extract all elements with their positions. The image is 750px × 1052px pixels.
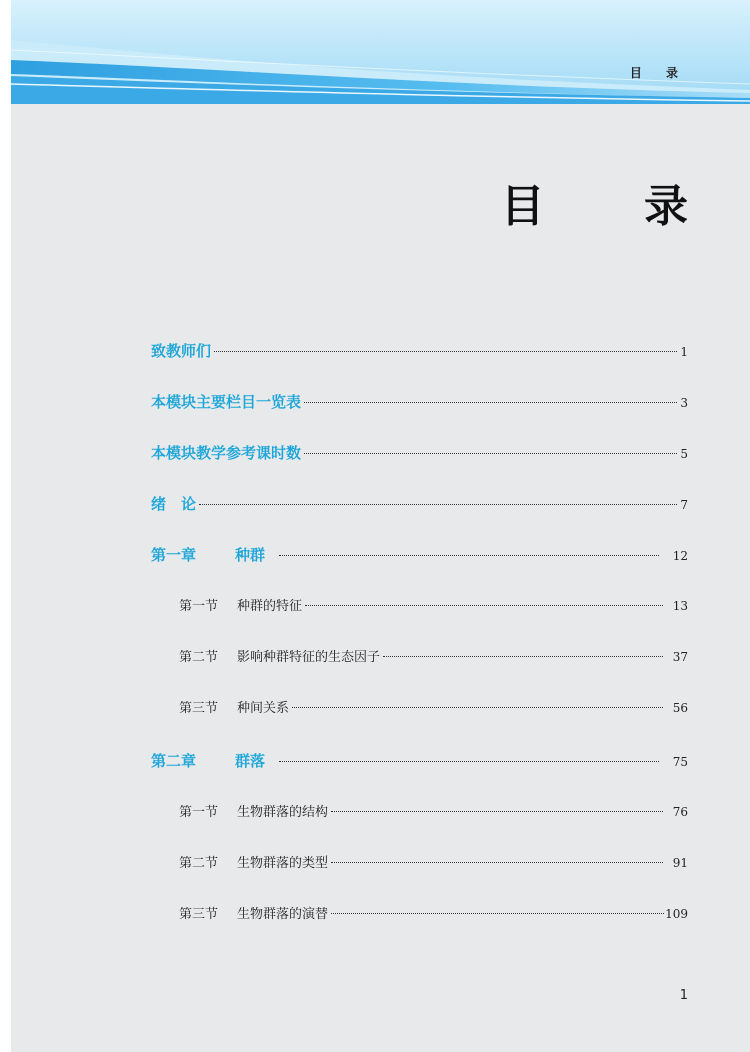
toc-entry-front[interactable] — [151, 391, 688, 421]
toc-page-number: 91 — [672, 856, 688, 870]
section-title: 生物群落的类型 — [237, 856, 329, 871]
toc-page-number: 5 — [680, 447, 688, 461]
section-title: 影响种群特征的生态因子 — [237, 650, 381, 665]
dot-leader — [383, 656, 663, 657]
chapter-label — [151, 750, 265, 771]
section-title: 种群的特征 — [237, 599, 303, 614]
toc-page-number: 1 — [680, 345, 688, 359]
toc-entry-label: 本模块教学参考课时数 — [151, 444, 302, 462]
section-number: 第三节 — [179, 907, 219, 922]
dot-leader — [279, 555, 659, 556]
running-header: 目 录 — [629, 66, 688, 80]
dot-leader — [199, 504, 677, 505]
toc-page-number: 56 — [672, 701, 688, 715]
section-number: 第三节 — [179, 701, 219, 716]
toc-entry-label: 致教师们 — [151, 342, 212, 360]
toc-entry-section[interactable] — [151, 595, 688, 625]
dot-leader — [279, 761, 659, 762]
toc-entry-section[interactable] — [151, 646, 688, 676]
chapter-number: 第一章 — [151, 546, 197, 564]
chapter-title: 种群 — [235, 546, 266, 564]
section-title: 种间关系 — [237, 701, 290, 716]
section-label — [151, 903, 328, 922]
section-label — [151, 646, 380, 665]
toc-entry-chapter[interactable] — [151, 544, 688, 574]
dot-leader — [331, 862, 663, 863]
section-label — [151, 697, 289, 716]
dot-leader — [304, 453, 677, 454]
section-number: 第二节 — [179, 650, 219, 665]
section-title: 生物群落的结构 — [237, 805, 329, 820]
toc-page-number: 75 — [672, 755, 688, 769]
toc-page-number: 37 — [672, 650, 688, 664]
toc-page-number: 76 — [672, 805, 688, 819]
dot-leader — [304, 402, 677, 403]
book-page — [11, 0, 750, 1052]
toc-page-number: 13 — [672, 599, 688, 613]
section-number: 第二节 — [179, 856, 219, 871]
toc-entry-front[interactable] — [151, 493, 688, 523]
toc-entry-front[interactable] — [151, 340, 688, 370]
dot-leader — [214, 351, 677, 352]
chapter-title: 群落 — [235, 752, 266, 770]
chapter-label — [151, 544, 265, 565]
page-number: 1 — [679, 988, 688, 1003]
toc-entry-label: 本模块主要栏目一览表 — [151, 393, 302, 411]
section-number: 第一节 — [179, 599, 219, 614]
header-banner — [11, 0, 750, 104]
section-label — [151, 852, 328, 871]
toc-page-number: 109 — [665, 907, 688, 921]
dot-leader — [331, 913, 664, 914]
toc-entry-section[interactable] — [151, 801, 688, 831]
dot-leader — [305, 605, 663, 606]
dot-leader — [331, 811, 663, 812]
chapter-number: 第二章 — [151, 752, 197, 770]
toc-page-number: 3 — [680, 396, 688, 410]
section-label — [151, 595, 302, 614]
toc-entry-front[interactable] — [151, 442, 688, 472]
toc-entry-section[interactable] — [151, 852, 688, 882]
toc-page-number: 7 — [680, 498, 688, 512]
toc-page-number: 12 — [672, 549, 688, 563]
toc-entry-label: 绪 论 — [151, 495, 197, 513]
toc-entry-section[interactable] — [151, 903, 688, 933]
page-title: 目 录 — [500, 181, 730, 232]
section-label — [151, 801, 328, 820]
header-wave-graphic — [11, 0, 750, 104]
toc-entry-chapter[interactable] — [151, 750, 688, 780]
section-title: 生物群落的演替 — [237, 907, 329, 922]
dot-leader — [292, 707, 663, 708]
section-number: 第一节 — [179, 805, 219, 820]
toc-entry-section[interactable] — [151, 697, 688, 727]
